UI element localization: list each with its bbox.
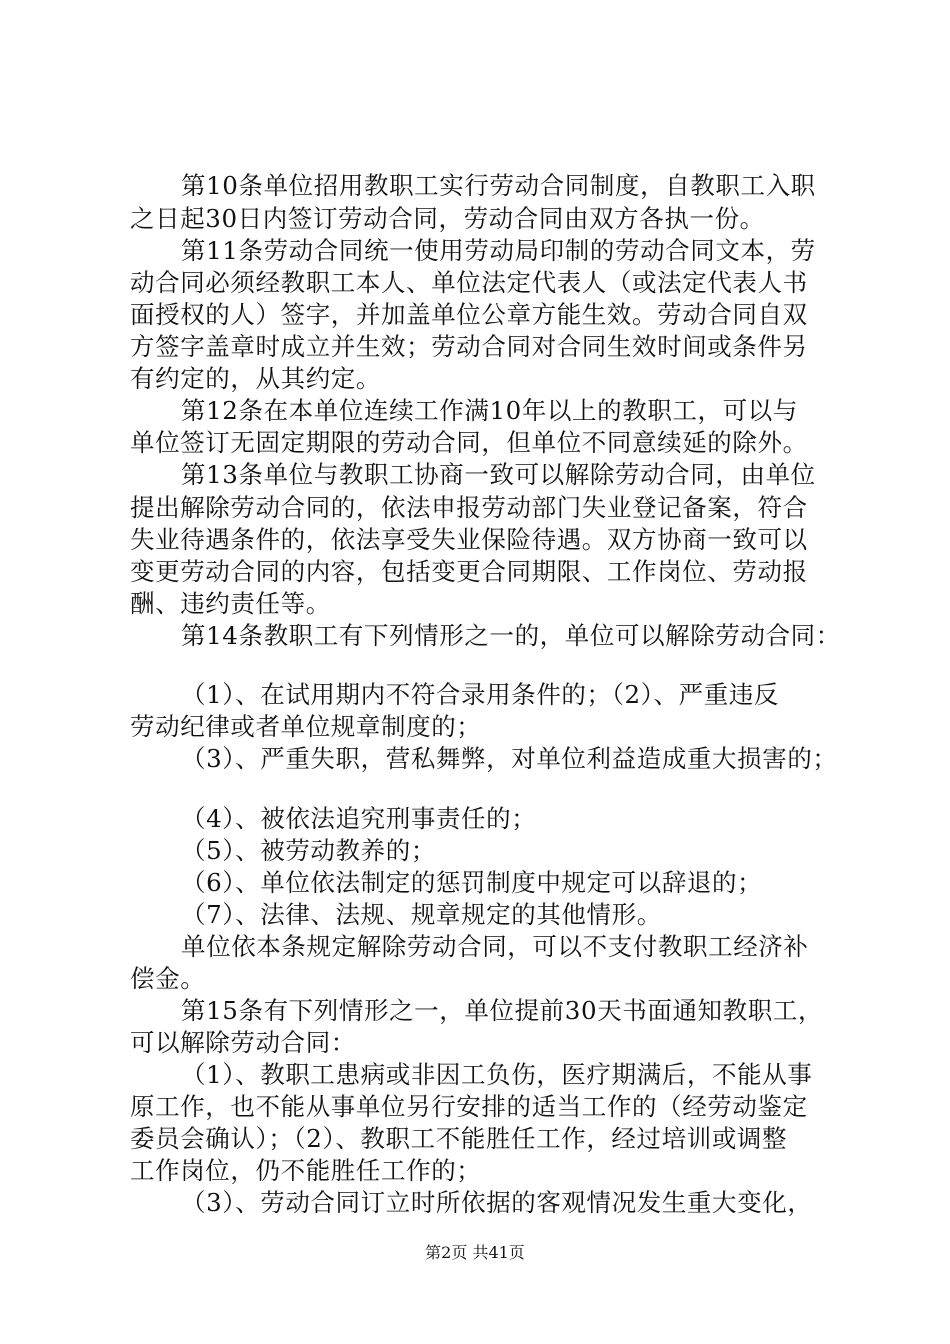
text-line: 单位依本条规定解除劳动合同，可以不支付教职工经济补	[181, 932, 809, 961]
text-line: 第15条有下列情形之一，单位提前30天书面通知教职工，	[181, 996, 824, 1025]
text-line: 劳动纪律或者单位规章制度的；	[130, 712, 482, 741]
text-line: 方签字盖章时成立并生效；劳动合同对合同生效时间或条件另	[130, 332, 808, 361]
text-line: 单位签订无固定期限的劳动合同，但单位不同意续延的除外。	[130, 428, 808, 457]
text-line: （3）、严重失职，营私舞弊，对单位利益造成重大损害的；	[181, 744, 838, 773]
page-number-footer: 第2页 共41页	[425, 1243, 525, 1262]
text-line: 有约定的，从其约定。	[130, 364, 381, 393]
text-line: （6）、单位依法制定的惩罚制度中规定可以辞退的；	[181, 868, 763, 897]
text-line: 失业待遇条件的，依法享受失业保险待遇。双方协商一致可以	[130, 525, 808, 554]
text-line: 工作岗位，仍不能胜任工作的；	[130, 1156, 482, 1185]
text-line: 之日起30日内签订劳动合同，劳动合同由双方各执一份。	[130, 204, 765, 233]
text-line: 委员会确认）；（2）、教职工不能胜任工作，经过培训或调整	[130, 1124, 788, 1153]
text-line: 第13条单位与教职工协商一致可以解除劳动合同，由单位	[181, 460, 816, 489]
text-line: 面授权的人）签字，并加盖单位公章方能生效。劳动合同自双	[130, 300, 808, 329]
text-line: 提出解除劳动合同的，依法申报劳动部门失业登记备案，符合	[130, 493, 808, 522]
text-line: 第12条在本单位连续工作满10年以上的教职工，可以与	[181, 396, 798, 425]
text-line: 偿金。	[130, 964, 206, 993]
text-line: （5）、被劳动教养的；	[181, 836, 436, 865]
text-line: 第10条单位招用教职工实行劳动合同制度，自教职工入职	[181, 171, 816, 200]
text-line: （3）、劳动合同订立时所依据的客观情况发生重大变化，	[181, 1188, 813, 1217]
text-line: 变更劳动合同的内容，包括变更合同期限、工作岗位、劳动报	[130, 557, 808, 586]
text-line: 第14条教职工有下列情形之一的，单位可以解除劳动合同：	[181, 621, 841, 650]
text-line: 可以解除劳动合同：	[130, 1028, 356, 1057]
text-line: （7）、法律、法规、规章规定的其他情形。	[181, 900, 662, 929]
text-line: 动合同必须经教职工本人、单位法定代表人（或法定代表人书	[130, 268, 808, 297]
text-line: 原工作，也不能从事单位另行安排的适当工作的（经劳动鉴定	[130, 1092, 808, 1121]
text-line: 酬、违约责任等。	[130, 589, 331, 618]
text-line: （1）、在试用期内不符合录用条件的；（2）、严重违反	[181, 680, 780, 709]
text-line: （1）、教职工患病或非因工负伤，医疗期满后，不能从事	[181, 1060, 813, 1089]
text-line: （4）、被依法追究刑事责任的；	[181, 804, 537, 833]
text-line: 第11条劳动合同统一使用劳动局印制的劳动合同文本，劳	[181, 236, 816, 265]
